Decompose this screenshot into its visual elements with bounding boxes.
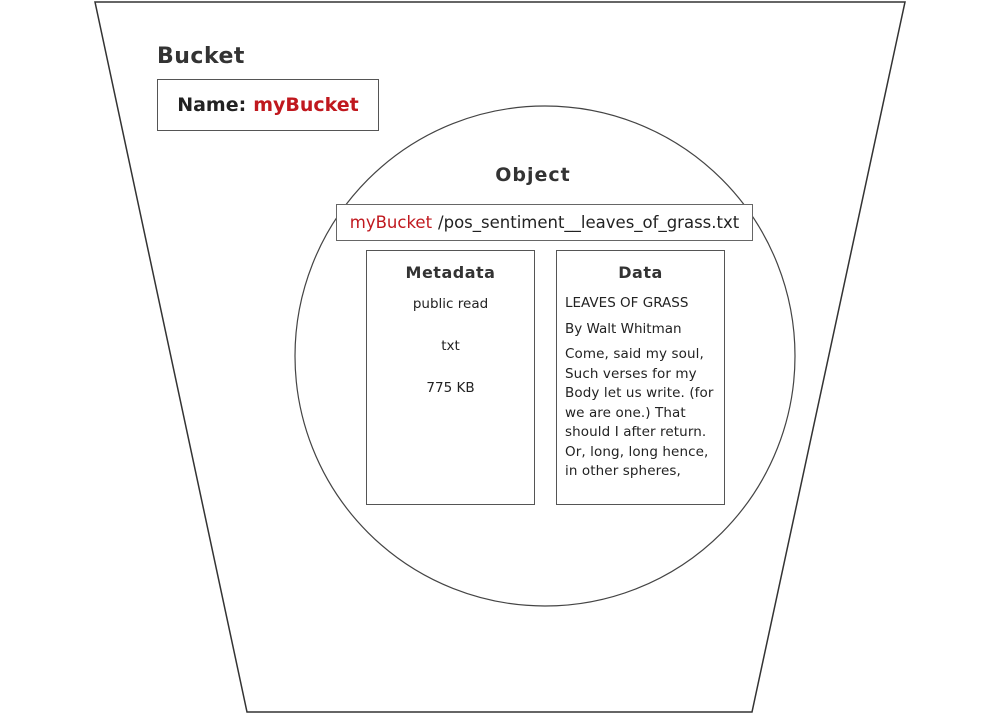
data-author: By Walt Whitman	[565, 320, 682, 337]
bucket-name-box	[157, 79, 379, 131]
metadata-list	[367, 294, 534, 420]
data-content	[557, 294, 724, 482]
data-body: Come, said my soul, Such verses for my Body let us write. (for we are one.) That should I after return. Or, long, long hence, in other spheres,	[565, 346, 714, 479]
bucket-name-value: myBucket	[253, 94, 359, 116]
metadata-panel	[366, 250, 535, 505]
data-panel	[556, 250, 725, 505]
metadata-item-type: txt	[441, 338, 460, 354]
bucket-name-label: Name:	[177, 94, 247, 116]
metadata-item-permission: public read	[412, 296, 489, 312]
object-path-key: /pos_sentiment__leaves_of_grass.txt	[438, 213, 740, 232]
bucket-title: Bucket	[157, 44, 245, 69]
object-title: Object	[495, 164, 571, 186]
object-path-box	[336, 204, 753, 241]
data-title: Data	[618, 263, 663, 282]
object-path-bucket: myBucket	[349, 213, 433, 232]
metadata-title: Metadata	[405, 263, 496, 282]
data-heading: LEAVES OF GRASS	[565, 295, 689, 311]
metadata-item-size: 775 KB	[426, 380, 475, 396]
